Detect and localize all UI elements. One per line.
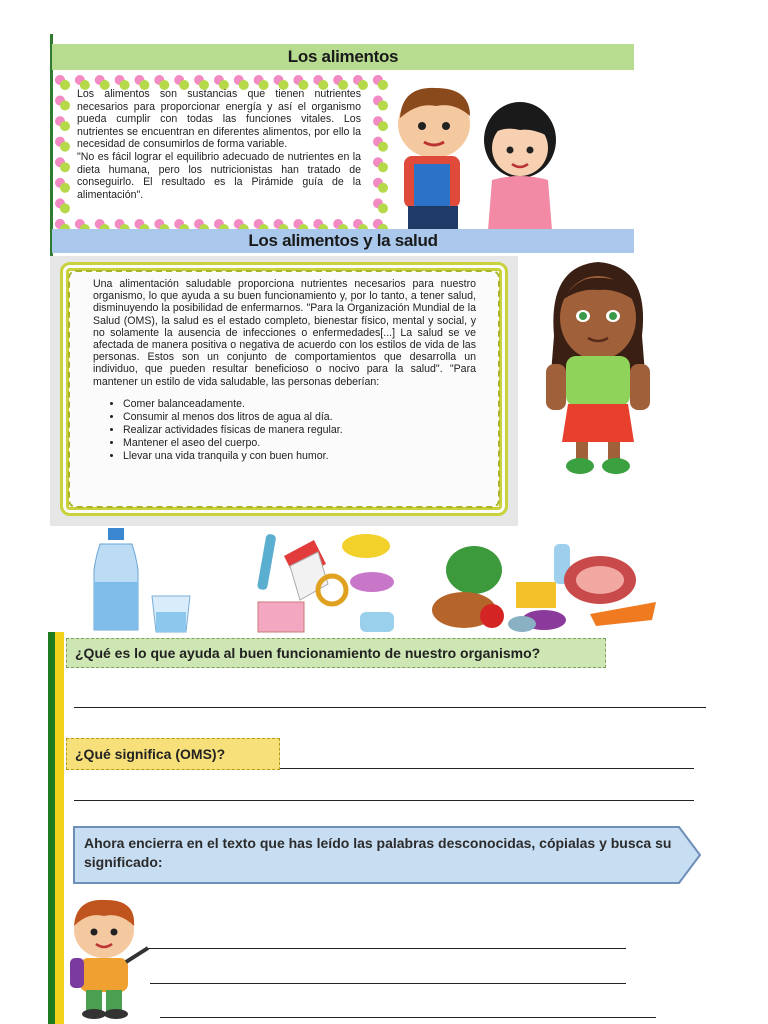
section-title-salud: Los alimentos y la salud xyxy=(52,229,634,253)
boy-illustration xyxy=(398,88,470,230)
section2-para: Una alimentación saludable proporciona nutrientes necesarios para nuestro organismo, lo que ayuda a su buen funcionamiento y, por lo tanto, a tener salud, disminuyendo la posibilidad de enfermarnos. "Para la Organización Mundial de la Salud (OMS), la salud es el estado completo, bienestar físico, mental y social, y no solamente la ausencia de infecciones o enfermedades[...] La salud se ve afectada de manera positiva o negativa de acuerdo con los estilos de vida de las personas. Estos son un conjunto de comportamientos que desarrolla un individuo, que pueden resultar beneficioso o nocivo para la salud". "Para mantener un estilo de vida saludable, las personas deberían: xyxy=(93,278,476,388)
answer-line-6[interactable] xyxy=(160,1017,656,1018)
list-item: • Consumir al menos dos litros de agua al día. xyxy=(123,411,476,424)
section1-text xyxy=(77,88,361,201)
food-illustration xyxy=(430,540,662,634)
green-side-bar xyxy=(48,632,55,1024)
answer-line-4[interactable] xyxy=(148,948,626,949)
girl-standing-illustration xyxy=(538,256,658,480)
list-item: • Mantener el aseo del cuerpo. xyxy=(123,437,476,450)
instruction-text: Ahora encierra en el texto que has leído las palabras desconocidas, cópialas y busca su significado: xyxy=(84,835,672,870)
section-title-alimentos: Los alimentos xyxy=(52,44,634,70)
question-1-box: ¿Qué es lo que ayuda al buen funcionamiento de nuestro organismo? xyxy=(66,638,606,668)
answer-line-3[interactable] xyxy=(74,800,694,801)
list-item: • Realizar actividades físicas de manera regular. xyxy=(123,424,476,437)
question-2-box: ¿Qué significa (OMS)? xyxy=(66,738,280,770)
section1-para1: Los alimentos son sustancias que tienen nutrientes necesarios para proporcionar energía y así el organismo pueda cumplir con todas las funciones vitales. Los nutrientes se encuentran en diferentes alimentos, por ello la necesidad de consumirlos de forma variable. xyxy=(77,88,361,151)
children-illustration xyxy=(392,84,572,230)
healthy-habits-list xyxy=(93,398,476,463)
yellow-side-bar xyxy=(55,632,64,1024)
answer-line-2[interactable] xyxy=(280,768,694,769)
section1-para2: "No es fácil lograr el equilibrio adecuado de nutrientes en la dieta humana, pero los nutricionistas han tratado de conseguirlo. El resultado es la Pirámide guía de la alimentación". xyxy=(77,150,361,201)
answer-line-1[interactable] xyxy=(74,707,706,708)
list-item: • Comer balanceadamente. xyxy=(123,398,476,411)
water-illustration xyxy=(86,526,196,634)
girl-illustration xyxy=(484,102,556,230)
boy-writing-illustration xyxy=(66,896,150,1020)
hygiene-items-illustration xyxy=(248,530,398,634)
section2-text xyxy=(93,278,476,463)
answer-line-5[interactable] xyxy=(150,983,626,984)
list-item: • Llevar una vida tranquila y con buen humor. xyxy=(123,450,476,463)
